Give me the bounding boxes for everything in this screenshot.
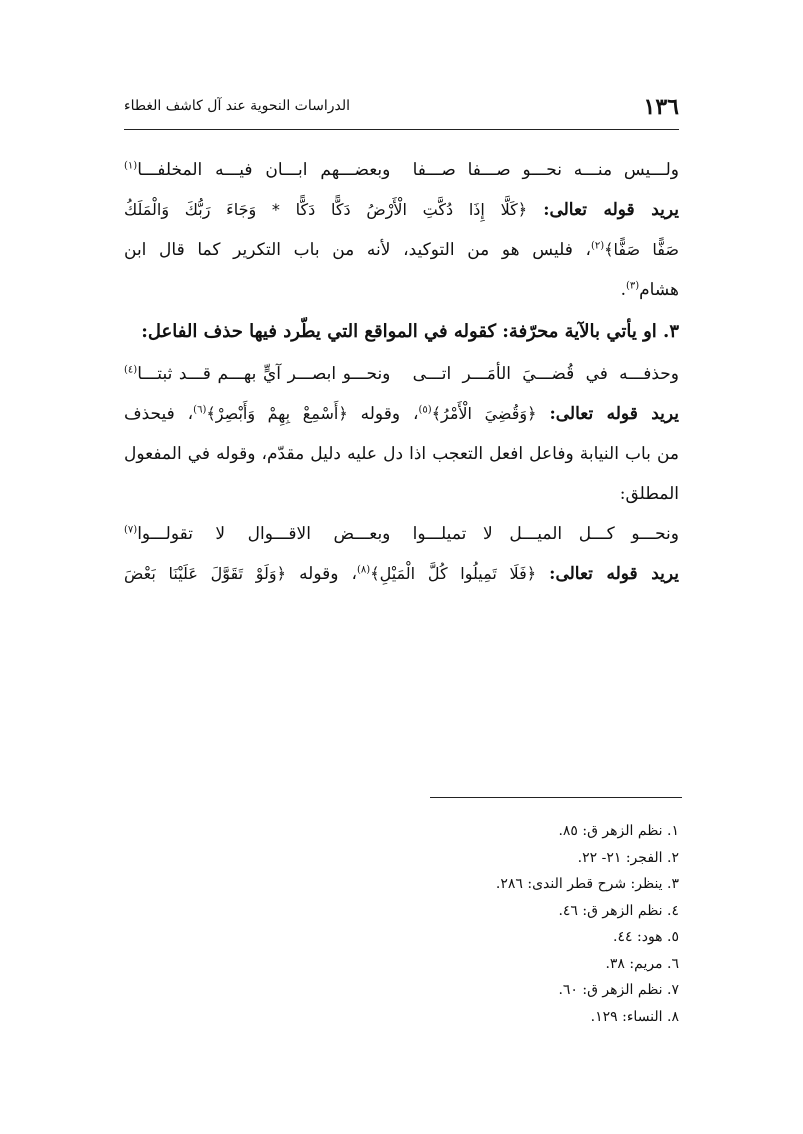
paragraph-2-tail: ، فيحذف	[124, 404, 194, 424]
footnote-7: ٧. نظم الزهر ق: ٦٠.	[558, 982, 679, 998]
page-number: ١٣٦	[643, 94, 679, 120]
footnote-ref-1: (١)	[124, 160, 138, 172]
quran-quote-3: ﴿أَسْمِعْ بِهِمْ وَأَبْصِرْ﴾	[206, 404, 348, 423]
paragraph-3-connector: ، وقوله	[299, 564, 358, 584]
quran-quote-5: ﴿وَلَوْ تَقَوَّلَ عَلَيْنَا بَعْضَ	[124, 564, 287, 583]
footnote-4: ٤. نظم الزهر ق: ٤٦.	[558, 902, 679, 919]
verse-line-2	[124, 354, 679, 394]
paragraph-1-text: ، فليس هو من التوكيد، لأنه من باب التكرير كما قال ابن	[124, 240, 591, 260]
footnote-3: ٣. ينظر: شرح قطر الندى: ٢٨٦.	[495, 876, 679, 892]
verse-2-first-hemistich: وحذفـــه في قُضـــيَ الأمَـــر اتـــى	[412, 364, 679, 384]
verse-1-first-hemistich: ولـــيس منـــه نحـــو صـــفا صـــفا	[412, 160, 679, 180]
footnote-ref-2: (٢)	[590, 240, 605, 252]
paragraph-2-text: من باب النيابة وفاعل افعل التعجب اذا دل عليه دليل مقدّم، وقوله في المفعول	[124, 444, 679, 464]
footnote-5: ٥. هود: ٤٤.	[613, 929, 679, 945]
lead-phrase-3: يريد قوله تعالى:	[549, 564, 679, 584]
quran-quote-1: ﴿كَلَّا إِذَا دُكَّتِ الْأَرْضُ دَكًّا دَكًّا * وَجَاءَ رَبُّكَ وَالْمَلَكُ	[124, 200, 528, 219]
footnote-ref-7: (٧)	[124, 524, 138, 536]
paragraph-2-line-3	[124, 474, 679, 514]
footnote-ref-3: (٣)	[625, 280, 640, 292]
verse-3-second-hemistich	[124, 514, 390, 554]
paragraph-2-line-1	[124, 394, 679, 434]
footnote-1: ١. نظم الزهر ق: ٨٥.	[558, 823, 679, 839]
paragraph-1-ending: هشام	[639, 280, 679, 300]
footnote-ref-6: (٦)	[193, 404, 207, 416]
verse-1-second-text: وبعضـــهم ابـــان فيـــه المخلفـــا	[137, 160, 391, 180]
footnote-separator	[430, 797, 682, 798]
page-header	[124, 92, 679, 128]
paragraph-3-line-1	[124, 554, 679, 594]
verse-1-second-hemistich	[124, 150, 390, 190]
verse-2-second-hemistich	[124, 354, 390, 394]
paragraph-1-period: .	[620, 280, 626, 300]
footnote-2: ٢. الفجر: ٢١- ٢٢.	[577, 849, 679, 866]
footnote-8: ٨. النساء: ١٢٩.	[590, 1008, 679, 1025]
running-title: الدراسات النحوية عند آل كاشف الغطاء	[124, 98, 351, 114]
footnotes	[279, 818, 679, 1030]
lead-phrase-1: يريد قوله تعالى:	[543, 200, 680, 220]
header-rule	[124, 129, 679, 130]
footnote-ref-4: (٤)	[124, 364, 138, 376]
verse-line-1	[124, 150, 679, 190]
footnote-6: ٦. مريم: ٣٨.	[605, 955, 679, 972]
verse-3-second-text: وبعـــض الاقـــوال لا تقولـــوا	[137, 524, 391, 544]
quran-quote-1-end: صَفًّا صَفًّا﴾	[604, 240, 679, 259]
lead-phrase-2: يريد قوله تعالى:	[549, 404, 680, 424]
paragraph-2-ending: المطلق:	[619, 484, 679, 504]
verse-2-second-text: ونحـــو ابصـــر آيٍّ بهـــم قـــد ثبتـــا	[137, 364, 391, 384]
paragraph-1-line-2	[124, 230, 679, 270]
section-heading: ٣. او يأتي بالآية محرّفة: كقوله في المواقع التي يطّرد فيها حذف الفاعل:	[141, 321, 679, 342]
quran-quote-2: ﴿وَقُضِيَ الْأَمْرُ﴾	[431, 404, 537, 423]
quran-quote-4: ﴿فَلَا تَمِيلُوا كُلَّ الْمَيْلِ﴾	[370, 564, 537, 583]
paragraph-1-line-3	[124, 270, 679, 310]
verse-3-first-hemistich: ونحـــو كـــل الميـــل لا تميلـــوا	[412, 524, 679, 544]
paragraph-2-line-2	[124, 434, 679, 474]
paragraph-2-connector: ، وقوله	[360, 404, 419, 424]
body-text	[124, 150, 679, 594]
footnote-ref-5: (٥)	[418, 404, 432, 416]
verse-line-3	[124, 514, 679, 554]
paragraph-1-line-1	[124, 190, 679, 230]
footnote-ref-8: (٨)	[357, 564, 371, 576]
